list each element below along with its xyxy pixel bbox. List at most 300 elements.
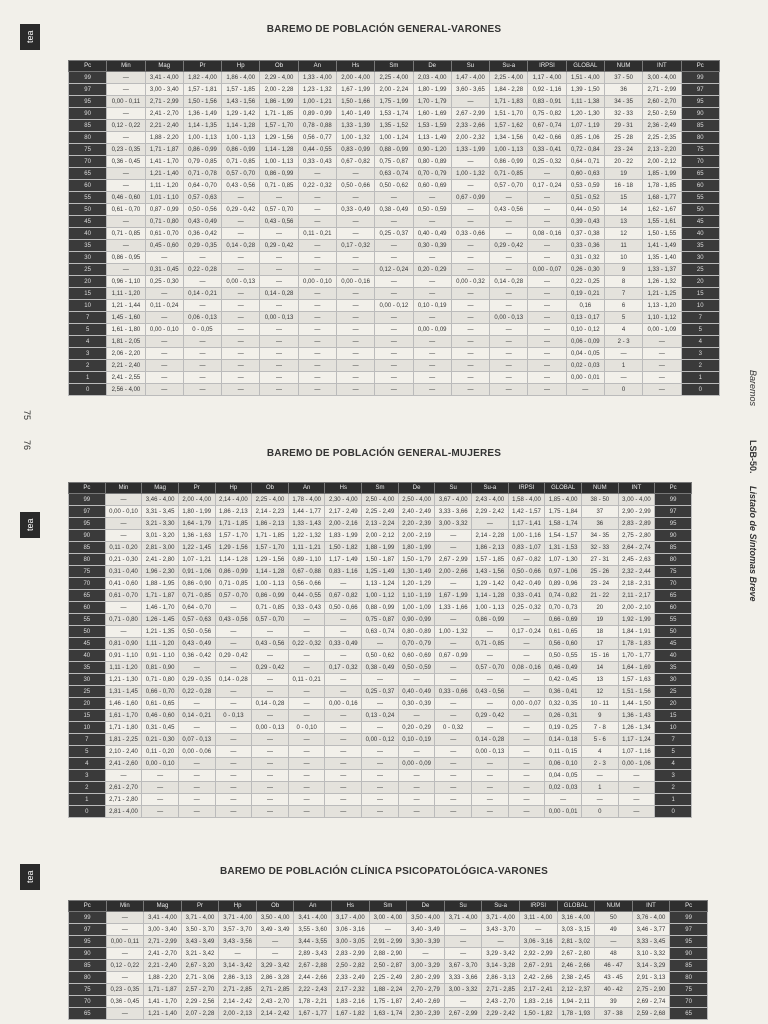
percentile-cell: 99 <box>69 494 106 506</box>
column-header: Mag <box>142 483 179 494</box>
percentile-cell: 45 <box>681 216 720 228</box>
score-cell: 2,67 - 2,91 <box>519 960 557 972</box>
score-cell: 18 <box>581 626 618 638</box>
score-cell: — <box>375 372 413 384</box>
percentile-cell: 60 <box>655 602 692 614</box>
score-cell: 0,70 - 0,73 <box>545 602 582 614</box>
score-cell: 0,36 - 0,42 <box>183 228 221 240</box>
score-cell: 0,88 - 0,99 <box>362 602 399 614</box>
score-cell: 2,41 - 2,80 <box>142 554 179 566</box>
percentile-cell: 5 <box>681 324 720 336</box>
score-cell: 2,71 - 2,80 <box>105 794 142 806</box>
score-cell: 1,86 - 4,00 <box>222 72 260 84</box>
score-cell: 0,33 - 0,43 <box>298 156 336 168</box>
score-cell: 0,00 - 0,10 <box>105 506 142 518</box>
score-cell: 0,60 - 0,69 <box>413 180 451 192</box>
score-cell: 2,50 - 4,00 <box>362 494 399 506</box>
score-cell: 1,58 - 4,00 <box>508 494 545 506</box>
column-header: Pr <box>178 483 215 494</box>
score-cell: 1,78 - 1,85 <box>643 180 681 192</box>
column-header: Pr <box>181 901 219 912</box>
score-cell: 1,13 - 1,49 <box>413 132 451 144</box>
score-cell: 1,50 - 1,56 <box>183 96 221 108</box>
percentile-cell: 97 <box>69 84 107 96</box>
score-cell: 0,25 - 0,30 <box>145 276 183 288</box>
score-cell: — <box>178 698 215 710</box>
score-cell: 1,78 - 2,21 <box>294 996 332 1008</box>
table-row <box>69 722 692 734</box>
score-cell: — <box>362 758 399 770</box>
score-cell: 0,97 - 1,06 <box>545 566 582 578</box>
score-cell: — <box>325 686 362 698</box>
score-cell: — <box>260 228 298 240</box>
score-cell: — <box>106 912 144 924</box>
score-cell: 0,46 - 0,60 <box>107 192 145 204</box>
percentile-cell: 80 <box>681 132 720 144</box>
score-cell: 1,57 - 1,70 <box>252 542 289 554</box>
score-cell: 0,22 - 0,28 <box>178 686 215 698</box>
score-cell: 1,50 - 1,82 <box>519 1008 557 1020</box>
score-cell: 23 - 24 <box>604 144 642 156</box>
score-cell: — <box>435 674 472 686</box>
score-cell: 1,22 - 1,45 <box>178 542 215 554</box>
percentile-cell: 15 <box>69 288 107 300</box>
score-cell: 0,12 - 0,22 <box>107 120 145 132</box>
score-cell: 0,61 - 0,65 <box>142 698 179 710</box>
column-header: Hp <box>215 483 252 494</box>
score-cell: 1,26 - 1,45 <box>142 614 179 626</box>
score-cell: 8 <box>604 276 642 288</box>
score-cell: 2,36 - 2,49 <box>643 120 681 132</box>
score-cell: — <box>508 710 545 722</box>
score-cell: 0,86 - 0,99 <box>472 614 509 626</box>
score-cell: — <box>105 770 142 782</box>
score-cell: 37 - 50 <box>604 72 642 84</box>
score-cell: 0,19 - 0,25 <box>545 722 582 734</box>
percentile-cell: 75 <box>655 566 692 578</box>
table-row <box>69 264 720 276</box>
score-cell: — <box>215 602 252 614</box>
score-cell: — <box>107 72 145 84</box>
score-cell: 1,00 - 1,32 <box>336 132 374 144</box>
score-cell: 1,57 - 1,62 <box>490 120 528 132</box>
percentile-cell: 1 <box>681 372 720 384</box>
column-header: Pc <box>69 483 106 494</box>
score-cell: 0,71 - 0,80 <box>105 614 142 626</box>
score-cell: 27 - 31 <box>581 554 618 566</box>
score-cell: 0,11 - 0,20 <box>105 542 142 554</box>
score-cell: 0,06 - 0,13 <box>183 312 221 324</box>
table-row <box>69 518 692 530</box>
score-cell: 1,58 - 1,74 <box>545 518 582 530</box>
score-cell: — <box>325 770 362 782</box>
table-row <box>69 324 720 336</box>
score-cell: — <box>528 276 566 288</box>
table-header-row <box>69 61 720 72</box>
score-cell: 2,71 - 2,99 <box>144 936 182 948</box>
score-cell: — <box>298 288 336 300</box>
score-cell: 1,00 - 1,12 <box>362 590 399 602</box>
table-row <box>69 348 720 360</box>
percentile-cell: 60 <box>69 180 107 192</box>
score-cell: — <box>413 348 451 360</box>
table-row <box>69 372 720 384</box>
score-cell: — <box>472 782 509 794</box>
score-cell: 2,67 - 2,88 <box>294 960 332 972</box>
score-cell: 2,91 - 3,13 <box>632 972 670 984</box>
score-cell: 1,78 - 4,00 <box>288 494 325 506</box>
score-cell: 6 <box>604 300 642 312</box>
score-cell: 1,94 - 2,11 <box>557 996 595 1008</box>
score-cell: — <box>215 758 252 770</box>
score-cell: 1,29 - 1,56 <box>260 132 298 144</box>
score-cell: 1,07 - 1,16 <box>618 746 655 758</box>
score-cell: 1,83 - 1,99 <box>325 530 362 542</box>
column-header: Min <box>105 483 142 494</box>
score-cell: 1,40 - 1,49 <box>336 108 374 120</box>
score-cell: 0,89 - 1,10 <box>288 554 325 566</box>
score-cell: 15 - 16 <box>581 650 618 662</box>
score-cell: 0,50 - 0,59 <box>398 662 435 674</box>
score-cell: — <box>451 180 489 192</box>
score-cell: 0,02 - 0,03 <box>566 360 604 372</box>
score-cell: — <box>260 348 298 360</box>
score-cell: 4 <box>604 324 642 336</box>
score-cell: 1,29 - 1,42 <box>222 108 260 120</box>
column-header: Pc <box>670 901 708 912</box>
score-cell: — <box>618 770 655 782</box>
score-cell: — <box>145 348 183 360</box>
score-cell: 1,33 - 1,66 <box>435 602 472 614</box>
score-cell: — <box>435 770 472 782</box>
table-row <box>69 590 692 602</box>
score-cell: — <box>508 650 545 662</box>
column-header: Min <box>106 901 144 912</box>
score-cell: — <box>222 336 260 348</box>
score-cell: 1,53 - 1,74 <box>375 108 413 120</box>
score-cell: 1,75 - 1,84 <box>545 506 582 518</box>
table-header-row <box>69 901 708 912</box>
score-cell: — <box>472 674 509 686</box>
score-cell: — <box>298 264 336 276</box>
score-cell: 32 - 33 <box>604 108 642 120</box>
score-cell: — <box>336 252 374 264</box>
score-cell: 1,11 - 1,21 <box>288 542 325 554</box>
percentile-cell: 1 <box>655 794 692 806</box>
score-cell: 0,22 - 0,28 <box>183 264 221 276</box>
score-cell: — <box>222 228 260 240</box>
score-cell: — <box>107 180 145 192</box>
score-cell: 2 - 3 <box>604 336 642 348</box>
score-cell: 0,10 - 0,19 <box>413 300 451 312</box>
score-cell: 3,00 - 3,29 <box>407 960 445 972</box>
table-row <box>69 734 692 746</box>
score-cell: 1,00 - 1,13 <box>222 132 260 144</box>
score-cell: — <box>298 204 336 216</box>
score-cell: — <box>362 770 399 782</box>
score-cell: — <box>435 710 472 722</box>
running-header: Baremos <box>748 370 758 407</box>
score-cell: 1,23 - 1,32 <box>298 84 336 96</box>
score-cell: — <box>375 360 413 372</box>
table-row <box>69 1008 708 1020</box>
score-cell: — <box>508 806 545 818</box>
score-cell: 2,17 - 2,32 <box>332 984 370 996</box>
score-cell: 1,34 - 1,56 <box>490 132 528 144</box>
score-cell: 2,67 - 2,80 <box>557 948 595 960</box>
score-cell: 3,55 - 3,60 <box>294 924 332 936</box>
table-row <box>69 972 708 984</box>
table-row <box>69 72 720 84</box>
score-cell: 1,14 - 1,35 <box>183 120 221 132</box>
score-cell: 0,00 - 0,12 <box>362 734 399 746</box>
score-cell: 48 <box>595 948 633 960</box>
percentile-cell: 99 <box>670 912 708 924</box>
score-cell: 0,00 - 0,07 <box>508 698 545 710</box>
score-cell: — <box>215 770 252 782</box>
score-cell: 0,37 - 0,38 <box>566 228 604 240</box>
score-cell: 1,07 - 1,21 <box>178 554 215 566</box>
percentile-cell: 50 <box>69 204 107 216</box>
column-header: Pr <box>183 61 221 72</box>
percentile-cell: 35 <box>681 240 720 252</box>
running-header: Listado de Síntomas Breve <box>748 486 758 602</box>
score-cell: — <box>222 360 260 372</box>
score-cell: 2,81 - 4,00 <box>105 806 142 818</box>
score-cell: — <box>288 758 325 770</box>
score-cell: 1,21 - 1,25 <box>643 288 681 300</box>
score-cell: 0,92 - 1,16 <box>528 84 566 96</box>
score-cell: 2,22 - 2,43 <box>294 984 332 996</box>
column-header: Pc <box>655 483 692 494</box>
score-cell: — <box>451 252 489 264</box>
score-cell: — <box>508 686 545 698</box>
score-cell: 1,67 - 1,99 <box>435 590 472 602</box>
score-cell: 2,41 - 2,55 <box>107 372 145 384</box>
score-cell: 2,88 - 2,90 <box>369 948 407 960</box>
score-cell: — <box>288 626 325 638</box>
column-header: Su <box>444 901 482 912</box>
score-cell: — <box>362 698 399 710</box>
score-cell: 0,64 - 0,70 <box>178 602 215 614</box>
percentile-cell: 70 <box>681 156 720 168</box>
score-cell: — <box>145 372 183 384</box>
score-cell: 0,00 - 0,09 <box>398 758 435 770</box>
score-cell: — <box>508 758 545 770</box>
percentile-cell: 5 <box>69 324 107 336</box>
percentile-cell: 55 <box>655 614 692 626</box>
percentile-cell: 70 <box>69 156 107 168</box>
score-cell: 0,87 - 0,99 <box>145 204 183 216</box>
score-cell: 0,90 - 1,20 <box>413 144 451 156</box>
score-cell: — <box>472 770 509 782</box>
score-cell: 0,17 - 0,32 <box>325 662 362 674</box>
score-cell: — <box>325 746 362 758</box>
score-cell: 1,13 - 1,20 <box>643 300 681 312</box>
score-cell: 2,50 - 2,87 <box>369 960 407 972</box>
table-row <box>69 936 708 948</box>
score-cell: 1,17 - 4,00 <box>528 72 566 84</box>
score-cell: 1,33 - 1,43 <box>288 518 325 530</box>
column-header: Min <box>107 61 145 72</box>
score-cell: 0,10 - 0,12 <box>566 324 604 336</box>
score-cell: 1,60 - 1,69 <box>413 108 451 120</box>
score-cell: — <box>252 734 289 746</box>
score-cell: 0,44 - 0,50 <box>566 204 604 216</box>
percentile-cell: 7 <box>69 734 106 746</box>
score-cell: 2,29 - 2,56 <box>181 996 219 1008</box>
score-cell: 0,40 - 0,49 <box>398 686 435 698</box>
score-cell: 1,00 - 1,09 <box>398 602 435 614</box>
score-cell: — <box>528 360 566 372</box>
score-cell: — <box>528 384 566 396</box>
score-cell: 2,00 - 2,32 <box>451 132 489 144</box>
score-cell: 2,89 - 3,43 <box>294 948 332 960</box>
page-number: 76 <box>22 439 33 451</box>
score-cell: 0,13 - 0,24 <box>362 710 399 722</box>
score-cell: 1,82 - 4,00 <box>183 72 221 84</box>
score-cell: — <box>222 384 260 396</box>
percentile-cell: 80 <box>69 554 106 566</box>
score-cell: 0,32 - 0,35 <box>545 698 582 710</box>
score-cell: 2,03 - 4,00 <box>413 72 451 84</box>
score-cell: 2,14 - 2,42 <box>219 996 257 1008</box>
score-cell: 0,71 - 0,85 <box>490 168 528 180</box>
score-cell: 2,71 - 2,99 <box>145 96 183 108</box>
score-cell: 0,56 - 0,60 <box>545 638 582 650</box>
score-cell: 14 <box>604 204 642 216</box>
score-cell: 0,43 - 0,49 <box>178 638 215 650</box>
score-cell: — <box>451 264 489 276</box>
score-cell: 0,33 - 0,66 <box>435 686 472 698</box>
score-cell: 2,67 - 3,20 <box>181 960 219 972</box>
score-cell: — <box>508 794 545 806</box>
percentile-cell: 70 <box>69 578 106 590</box>
score-cell: 0,14 - 0,28 <box>490 276 528 288</box>
score-cell: 0,12 - 0,22 <box>106 960 144 972</box>
score-cell: 0,72 - 0,84 <box>566 144 604 156</box>
score-cell: 2,11 - 2,17 <box>618 590 655 602</box>
score-cell: 1,21 - 1,44 <box>107 300 145 312</box>
score-cell: 3,71 - 4,00 <box>219 912 257 924</box>
score-cell: 2,00 - 2,66 <box>435 566 472 578</box>
percentile-cell: 45 <box>655 638 692 650</box>
score-cell: 0,40 - 0,49 <box>413 228 451 240</box>
score-cell: 2,46 - 2,66 <box>557 960 595 972</box>
score-cell: — <box>107 132 145 144</box>
score-cell: 1,07 - 1,30 <box>545 554 582 566</box>
score-cell: 1,71 - 1,87 <box>145 144 183 156</box>
score-cell: 0,00 - 0,32 <box>451 276 489 288</box>
score-cell: — <box>256 936 294 948</box>
score-cell: 1,00 - 1,21 <box>298 96 336 108</box>
score-cell: 1,30 - 1,49 <box>398 566 435 578</box>
column-header: Mag <box>144 901 182 912</box>
percentile-cell: 30 <box>69 674 106 686</box>
score-cell: — <box>325 794 362 806</box>
score-cell: 34 - 35 <box>581 530 618 542</box>
column-header: Sm <box>362 483 399 494</box>
tea-logo: tea <box>20 24 40 50</box>
score-cell: 2,91 - 2,99 <box>369 936 407 948</box>
score-cell: 2,00 - 2,28 <box>260 84 298 96</box>
score-cell: — <box>252 758 289 770</box>
score-cell: 0,43 - 0,56 <box>215 614 252 626</box>
score-cell: 2,57 - 2,70 <box>181 984 219 996</box>
score-cell: 19 <box>604 168 642 180</box>
score-cell: 1,84 - 2,28 <box>490 84 528 96</box>
score-cell: — <box>604 372 642 384</box>
score-cell: 0,88 - 0,99 <box>375 144 413 156</box>
score-cell: — <box>105 626 142 638</box>
score-cell: 0,00 - 0,11 <box>107 96 145 108</box>
column-header: Pc <box>69 61 107 72</box>
score-cell: — <box>519 924 557 936</box>
column-header: An <box>298 61 336 72</box>
section-title: BAREMO DE POBLACIÓN CLÍNICA PSICOPATOLÓGICA-VARONES <box>220 866 548 877</box>
score-cell: — <box>252 806 289 818</box>
score-cell: 0,00 - 0,01 <box>566 372 604 384</box>
score-cell: 2,30 - 4,00 <box>325 494 362 506</box>
score-cell: 0 - 0,05 <box>183 324 221 336</box>
score-cell: 0,29 - 0,35 <box>183 240 221 252</box>
score-cell: 1,33 - 1,39 <box>336 120 374 132</box>
score-cell: 0,00 - 0,16 <box>325 698 362 710</box>
score-cell: 1,88 - 1,95 <box>142 578 179 590</box>
score-cell: 3,11 - 4,00 <box>519 912 557 924</box>
score-cell: 16 - 18 <box>604 180 642 192</box>
score-cell: — <box>435 698 472 710</box>
column-header: Sm <box>369 901 407 912</box>
score-cell: 0,00 - 0,13 <box>260 312 298 324</box>
score-cell: — <box>142 770 179 782</box>
score-cell: — <box>451 240 489 252</box>
score-cell: — <box>183 276 221 288</box>
baremo-table-varones <box>68 60 720 396</box>
column-header: Su-a <box>472 483 509 494</box>
score-cell: 2,14 - 2,23 <box>252 506 289 518</box>
percentile-cell: 75 <box>681 144 720 156</box>
score-cell: 1,92 - 1,99 <box>618 614 655 626</box>
score-cell: 3,46 - 3,77 <box>632 924 670 936</box>
score-cell: 2,00 - 2,16 <box>325 518 362 530</box>
score-cell: — <box>260 252 298 264</box>
score-cell: 2,29 - 2,42 <box>472 506 509 518</box>
score-cell: 39 <box>595 996 633 1008</box>
percentile-cell: 75 <box>69 144 107 156</box>
score-cell: 0,44 - 0,55 <box>288 590 325 602</box>
score-cell: 0,50 - 0,62 <box>362 650 399 662</box>
score-cell: 0,50 - 0,59 <box>413 204 451 216</box>
score-cell: 1,68 - 1,77 <box>643 192 681 204</box>
score-cell: — <box>451 360 489 372</box>
score-cell: — <box>336 324 374 336</box>
score-cell: 1,01 - 1,10 <box>145 192 183 204</box>
score-cell: 10 - 11 <box>581 698 618 710</box>
column-header: Mag <box>145 61 183 72</box>
score-cell: 2,81 - 3,02 <box>557 936 595 948</box>
score-cell: — <box>222 324 260 336</box>
score-cell: — <box>362 794 399 806</box>
score-cell: — <box>336 384 374 396</box>
page-number: 75 <box>22 409 33 421</box>
score-cell: — <box>545 794 582 806</box>
percentile-cell: 90 <box>69 948 107 960</box>
score-cell: — <box>325 674 362 686</box>
score-cell: — <box>325 626 362 638</box>
percentile-cell: 10 <box>69 722 106 734</box>
score-cell: 2,41 - 2,70 <box>145 108 183 120</box>
